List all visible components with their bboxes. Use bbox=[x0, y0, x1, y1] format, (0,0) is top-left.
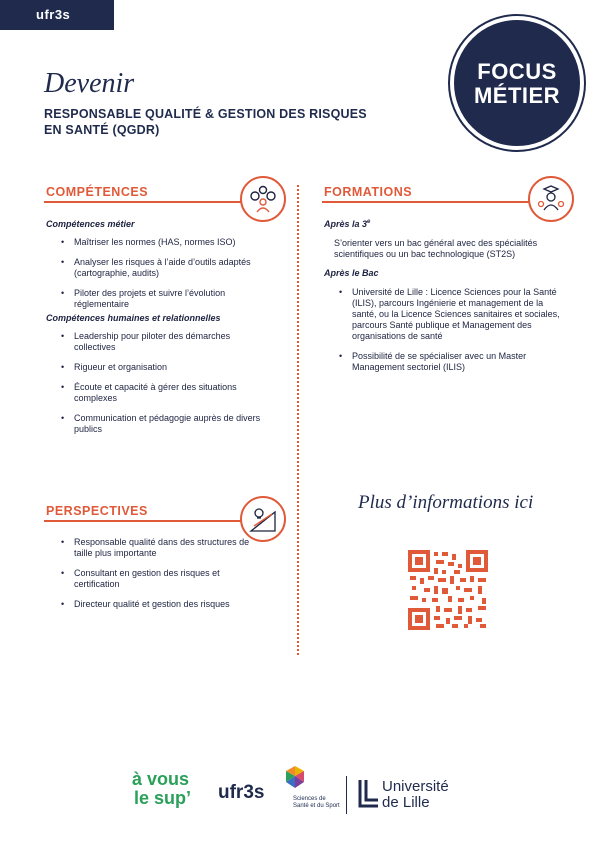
perspectives-list bbox=[46, 537, 266, 619]
apres3-label-sup: e bbox=[367, 219, 371, 225]
growth-chart-icon bbox=[240, 496, 286, 542]
list-item: • Université de Lille : Licence Sciences pour la Santé (ILIS), parcours Ingénierie et management de la santé, ou la Licence Sciences sanitaires et sociales, parcours Santé publique et Management des organisations de santé bbox=[324, 287, 562, 342]
list-item: • Maîtriser les normes (HAS, normes ISO) bbox=[46, 237, 266, 248]
univ-line-1: Université bbox=[382, 778, 449, 795]
formations-apresbac-label: Après le Bac bbox=[324, 268, 379, 278]
list-item: • Possibilité de se spécialiser avec un Master Management sectoriel (ILIS) bbox=[324, 351, 562, 373]
list-item: • Directeur qualité et gestion des risques bbox=[46, 599, 266, 610]
perspectives-heading: PERSPECTIVES bbox=[46, 504, 148, 518]
badge-line-1: FOCUS bbox=[477, 59, 557, 84]
competences-rule bbox=[44, 201, 244, 203]
list-item: • Rigueur et organisation bbox=[46, 362, 266, 373]
list-item: • Consultant en gestion des risques et certification bbox=[46, 568, 266, 590]
column-divider bbox=[297, 185, 299, 655]
a-vous-line-1: à vous bbox=[132, 769, 190, 789]
a-vous-le-sup-logo bbox=[132, 770, 191, 808]
qr-code-icon[interactable] bbox=[408, 550, 488, 630]
a-vous-line-2: le sup’ bbox=[134, 788, 192, 808]
ufr3s-logo: ufr3s bbox=[218, 782, 265, 803]
page-subtitle: RESPONSABLE QUALITÉ & GESTION DES RISQUES EN SANTÉ (QGDR) bbox=[44, 107, 367, 137]
page-title: Devenir bbox=[44, 68, 135, 99]
formations-rule bbox=[322, 201, 532, 203]
formations-heading: FORMATIONS bbox=[324, 185, 413, 199]
top-tab-label: ufr3s bbox=[36, 7, 71, 22]
competences-metier-label: Compétences métier bbox=[46, 219, 135, 229]
perspectives-rule bbox=[44, 520, 244, 522]
list-item: • Analyser les risques à l’aide d’outils adaptés (cartographie, audits) bbox=[46, 257, 266, 279]
universite-lille-mark-icon bbox=[358, 778, 380, 810]
list-item: • Communication et pédagogie auprès de divers publics bbox=[46, 413, 266, 435]
focus-metier-badge bbox=[450, 16, 584, 150]
ufr3s-colored-mark-icon bbox=[282, 764, 308, 790]
ufr3s-logo-subtitle: Sciences de Santé et du Sport bbox=[293, 796, 340, 809]
gears-person-icon bbox=[240, 176, 286, 222]
competences-humaines-label: Compétences humaines et relationnelles bbox=[46, 313, 221, 323]
badge-line-2: MÉTIER bbox=[473, 83, 561, 108]
apres3-label-text: Après la 3 bbox=[324, 219, 368, 229]
competences-humaines-list bbox=[46, 331, 266, 444]
list-item: • Écoute et capacité à gérer des situations complexes bbox=[46, 382, 266, 404]
universite-lille-logo bbox=[382, 779, 449, 811]
competences-heading: COMPÉTENCES bbox=[46, 185, 149, 199]
formations-apresbac-list bbox=[324, 287, 562, 382]
top-tab bbox=[0, 0, 114, 30]
list-item: • Piloter des projets et suivre l’évolution réglementaire bbox=[46, 288, 266, 310]
logo-separator bbox=[346, 776, 347, 814]
list-item: • Responsable qualité dans des structures de taille plus importante bbox=[46, 537, 266, 559]
formations-apres3-text: S’orienter vers un bac général avec des spécialités scientifiques ou un bac technologique (ST2S) bbox=[334, 238, 538, 259]
univ-line-2: de Lille bbox=[382, 794, 430, 811]
graduate-lightbulb-icon bbox=[528, 176, 574, 222]
competences-metier-list bbox=[46, 237, 266, 319]
formations-apres3-label bbox=[324, 219, 370, 229]
more-info-label[interactable]: Plus d’informations ici bbox=[358, 492, 534, 513]
list-item: • Leadership pour piloter des démarches collectives bbox=[46, 331, 266, 353]
